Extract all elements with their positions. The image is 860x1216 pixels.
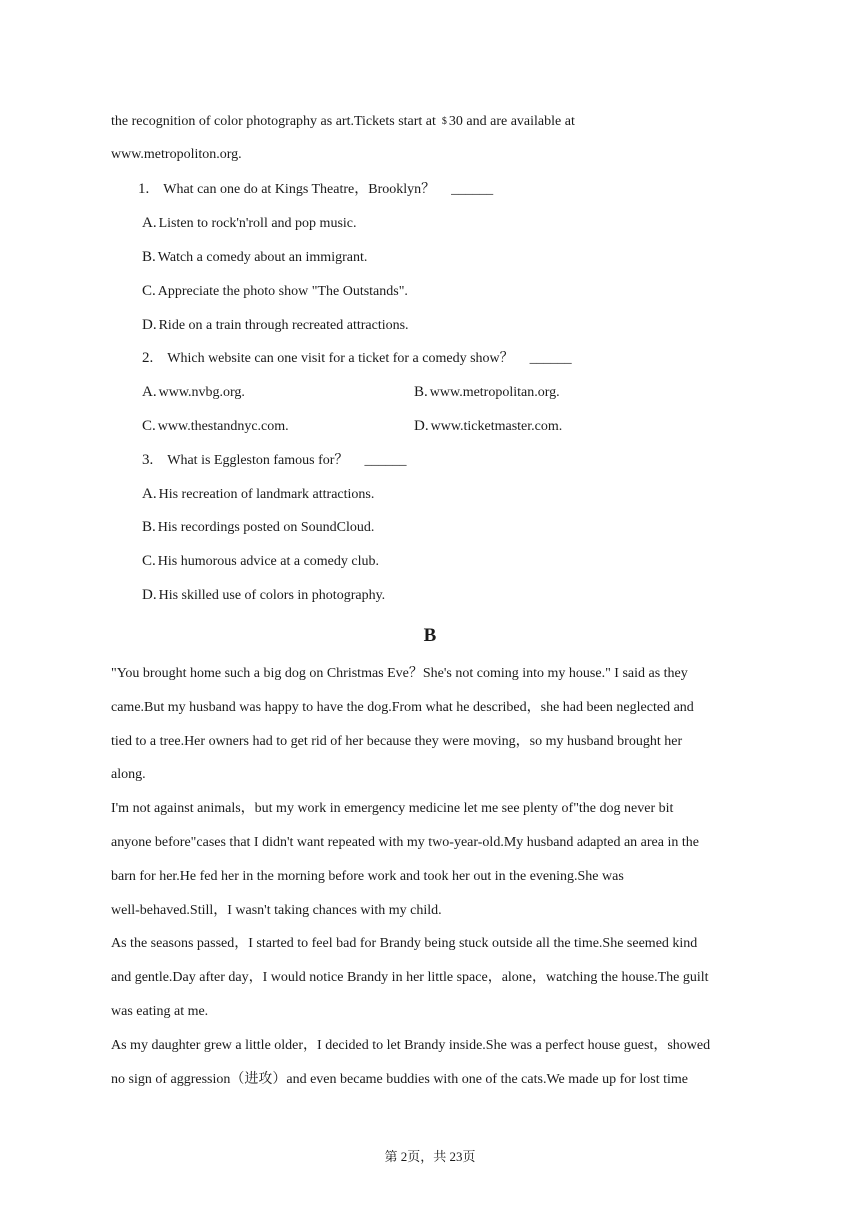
option-letter: C. xyxy=(142,418,156,434)
intro-text-b: 30 and are available at xyxy=(448,114,575,129)
passage-line: As my daughter grew a little older，I decided to let Brandy inside.She was a perfect house guest，showed xyxy=(111,1038,711,1053)
option-3d[interactable] xyxy=(142,585,385,606)
option-letter: A. xyxy=(142,486,157,502)
option-text: His humorous advice at a comedy club. xyxy=(157,554,379,569)
option-letter: C. xyxy=(142,283,156,299)
option-letter: B. xyxy=(414,384,428,400)
passage-line: anyone before"cases that I didn't want repeated with my two-year-old.My husband adapted an area in the xyxy=(111,835,699,850)
option-letter: A. xyxy=(142,215,157,231)
question-text: Which website can one visit for a ticket for a comedy show？ xyxy=(167,351,514,366)
option-text: www.metropolitan.org. xyxy=(429,385,560,400)
passage-line: I'm not against animals，but my work in emergency medicine let me see plenty of"the dog never bit xyxy=(111,801,674,816)
option-2b[interactable] xyxy=(414,382,560,403)
question-number: 1. xyxy=(138,181,150,197)
intro-text-a: the recognition of color photography as art.Tickets start at xyxy=(111,114,436,129)
option-1b[interactable] xyxy=(142,247,367,268)
option-text: Listen to rock'n'roll and pop music. xyxy=(158,216,357,231)
passage-line: As the seasons passed，I started to feel bad for Brandy being stuck outside all the time.She seemed kind xyxy=(111,936,698,951)
passage-line: came.But my husband was happy to have the dog.From what he described，she had been neglected and xyxy=(111,700,694,715)
option-1c[interactable] xyxy=(142,281,408,302)
passage-line: no sign of aggression（进攻）and even became buddies with one of the cats.We made up for lost time xyxy=(111,1072,689,1087)
passage-line: well-behaved.Still，I wasn't taking chances with my child. xyxy=(111,903,442,918)
passage-line: along. xyxy=(111,767,146,782)
option-text: Ride on a train through recreated attractions. xyxy=(158,318,409,333)
option-letter: D. xyxy=(142,587,157,603)
question-3 xyxy=(142,450,406,471)
question-number: 2. xyxy=(142,350,154,366)
answer-blank[interactable]: ______ xyxy=(364,453,407,468)
option-3a[interactable] xyxy=(142,484,374,505)
option-1a[interactable] xyxy=(142,213,357,234)
option-letter: B. xyxy=(142,519,156,535)
option-2a[interactable] xyxy=(142,382,245,403)
option-letter: A. xyxy=(142,384,157,400)
section-heading: B xyxy=(423,625,437,646)
question-text: What can one do at Kings Theatre，Brooklyn？ xyxy=(163,182,436,197)
option-text: www.ticketmaster.com. xyxy=(430,419,563,434)
passage-line: and gentle.Day after day，I would notice Brandy in her little space，alone，watching the house.The guilt xyxy=(111,970,709,985)
question-text: What is Eggleston famous for？ xyxy=(167,453,349,468)
option-text: His recreation of landmark attractions. xyxy=(158,487,375,502)
answer-blank[interactable]: ______ xyxy=(451,182,494,197)
passage-line: "You brought home such a big dog on Christmas Eve？She's not coming into my house." I said as they xyxy=(111,666,688,681)
option-letter: B. xyxy=(142,249,156,265)
question-number: 3. xyxy=(142,452,154,468)
option-text: Watch a comedy about an immigrant. xyxy=(157,250,368,265)
option-2d[interactable] xyxy=(414,416,562,437)
passage-line: barn for her.He fed her in the morning before work and took her out in the evening.She was xyxy=(111,869,624,884)
passage-line: tied to a tree.Her owners had to get rid of her because they were moving，so my husband brought her xyxy=(111,734,683,749)
option-3b[interactable] xyxy=(142,517,374,538)
page-number-footer: 第 2页，共 23页 xyxy=(384,1149,476,1164)
option-2c[interactable] xyxy=(142,416,289,437)
intro-line-2: www.metropoliton.org. xyxy=(111,147,242,162)
option-text: Appreciate the photo show "The Outstands". xyxy=(157,284,408,299)
answer-blank[interactable]: ______ xyxy=(529,351,572,366)
option-text: His recordings posted on SoundCloud. xyxy=(157,520,375,535)
currency-symbol: $ xyxy=(441,116,447,127)
option-letter: C. xyxy=(142,553,156,569)
option-text: www.nvbg.org. xyxy=(158,385,245,400)
question-2 xyxy=(142,348,572,369)
passage-line: was eating at me. xyxy=(111,1004,209,1019)
option-letter: D. xyxy=(414,418,429,434)
option-letter: D. xyxy=(142,317,157,333)
intro-line-1 xyxy=(111,112,575,132)
option-text: www.thestandnyc.com. xyxy=(157,419,289,434)
option-3c[interactable] xyxy=(142,551,379,572)
option-1d[interactable] xyxy=(142,315,409,336)
option-text: His skilled use of colors in photography. xyxy=(158,588,386,603)
question-1 xyxy=(138,179,493,200)
